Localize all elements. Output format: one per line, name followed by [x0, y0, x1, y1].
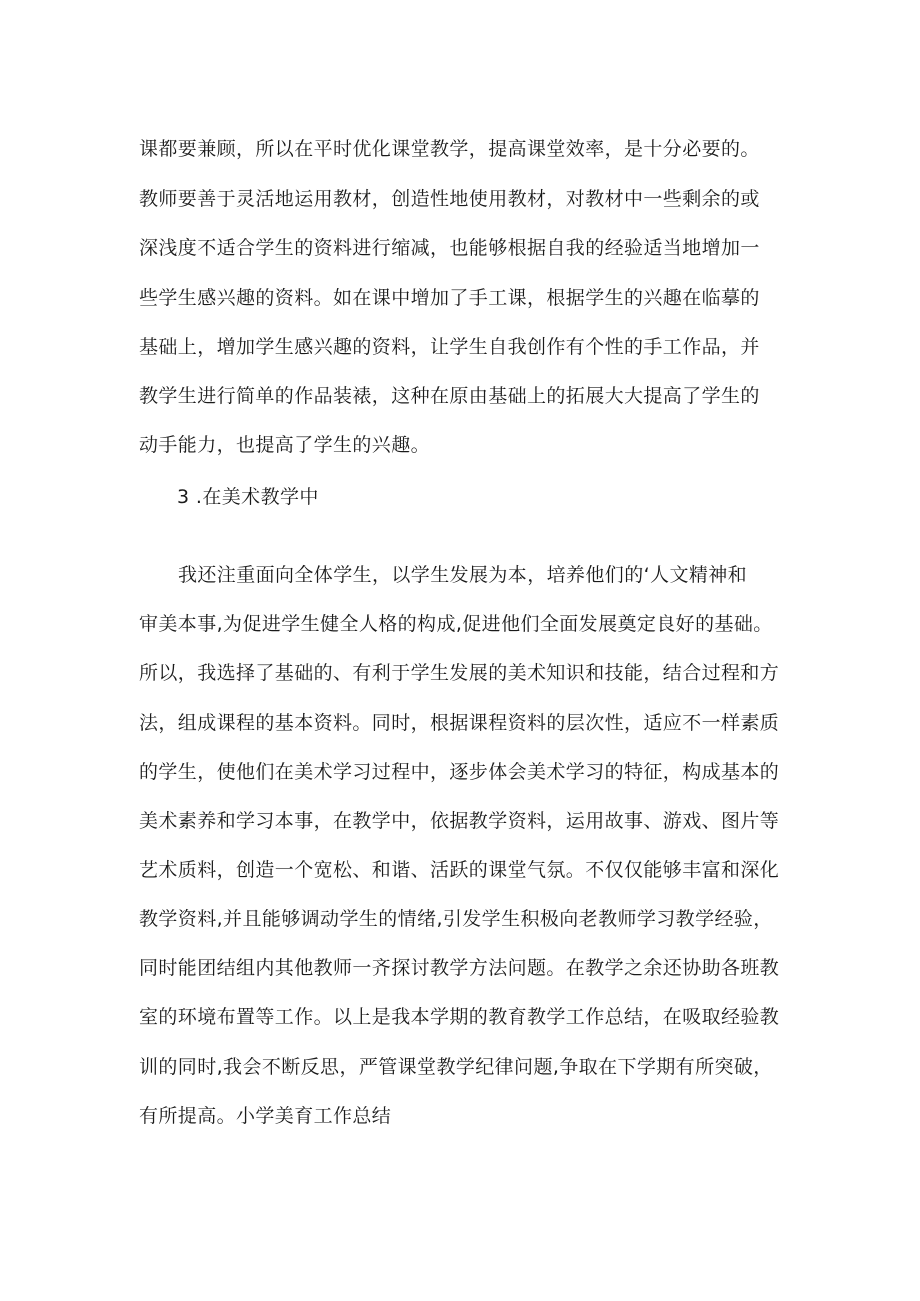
section-heading: 3 .在美术教学中 — [177, 486, 319, 508]
paragraph-1-line-5: 基础上，增加学生感兴趣的资料，让学生自我创作有个性的手工作品，并 — [139, 336, 760, 358]
paragraph-2-line-3: 所以，我选择了基础的、有利于学生发展的美术知识和技能，结合过程和方 — [139, 662, 780, 684]
paragraph-2-line-9: 同时能团结组内其他教师一齐探讨教学方法问题。在教学之余还协助各班教 — [139, 957, 780, 979]
paragraph-2-line-2: 审美本事,为促进学生健全人格的构成,促进他们全面发展奠定良好的基础。 — [139, 613, 773, 635]
paragraph-2-line-10: 室的环境布置等工作。以上是我本学期的教育教学工作总结，在吸取经验教 — [139, 1006, 780, 1028]
paragraph-2-line-7: 艺术质料，创造一个宽松、和谐、活跃的课堂气氛。不仅仅能够丰富和深化 — [139, 859, 780, 881]
paragraph-2-line-8: 教学资料,并且能够调动学生的情绪,引发学生积极向老教师学习教学经验， — [139, 908, 773, 930]
paragraph-2-line-12: 有所提高。小学美育工作总结 — [139, 1105, 392, 1127]
paragraph-1-line-7: 动手能力，也提高了学生的兴趣。 — [139, 434, 431, 456]
paragraph-2-line-11: 训的同时,我会不断反思，严管课堂教学纪律问题,争取在下学期有所突破， — [139, 1056, 773, 1078]
paragraph-2-line-5: 的学生，使他们在美术学习过程中，逐步体会美术学习的特征，构成基本的 — [139, 761, 780, 783]
paragraph-1-line-6: 教学生进行简单的作品装裱，这种在原由基础上的拓展大大提高了学生的 — [139, 385, 760, 407]
paragraph-2-line-6: 美术素养和学习本事，在教学中，依据教学资料，运用故事、游戏、图片等 — [139, 810, 780, 832]
paragraph-1-line-3: 深浅度不适合学生的资料进行缩减，也能够根据自我的经验适当地增加一 — [139, 237, 760, 259]
paragraph-1-line-2: 教师要善于灵活地运用教材，创造性地使用教材，对教材中一些剩余的或 — [139, 188, 760, 210]
paragraph-1-line-1: 课都要兼顾，所以在平时优化课堂教学，提高课堂效率，是十分必要的。 — [139, 138, 760, 160]
paragraph-1-line-4: 些学生感兴趣的资料。如在课中增加了手工课，根据学生的兴趣在临摹的 — [139, 287, 760, 309]
paragraph-2-line-4: 法，组成课程的基本资料。同时，根据课程资料的层次性，适应不一样素质 — [139, 712, 780, 734]
paragraph-2-line-1: 我还注重面向全体学生，以学生发展为本，培养他们的‘人文精神和 — [178, 564, 748, 586]
